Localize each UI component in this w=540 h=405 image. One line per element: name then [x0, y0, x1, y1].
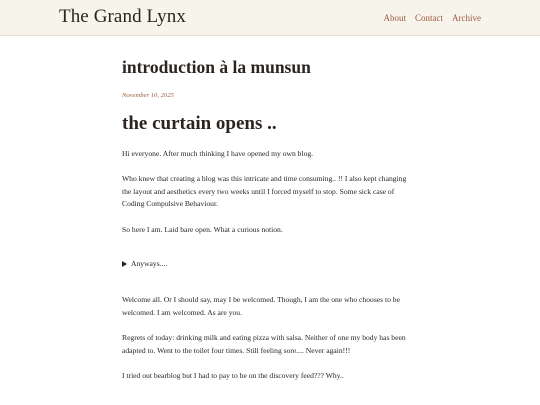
nav-link-contact[interactable]: Contact: [415, 13, 443, 23]
nav-link-about[interactable]: About: [383, 13, 406, 23]
details-summary: Anyways....: [131, 259, 168, 269]
post-title: introduction à la munsun: [122, 57, 311, 77]
paragraph: I tried out bearblog but I had to pay to be on the discovery feed??? Why..: [122, 371, 344, 381]
paragraph: Who knew that creating a blog was this intricate and time consuming.. !! I also kept changing the layout and aesthetics every two weeks until I forced myself to stop. Some sick case of Coding Compulsive Behaviour.: [122, 174, 407, 209]
details-toggle[interactable]: [122, 259, 407, 268]
post-date: November 10, 2025: [122, 92, 174, 99]
disclosure-triangle-icon: [122, 261, 127, 267]
paragraph: Welcome all. Or I should say, may I be welcomed. Though, I am the one who chooses to be welcomed. I am welcomed. As are you.: [122, 295, 400, 317]
site-title-link[interactable]: The Grand Lynx: [59, 6, 186, 27]
site-nav: [384, 13, 482, 23]
nav-link-archive[interactable]: Archive: [452, 13, 481, 23]
site-header: [0, 0, 540, 36]
section-heading: the curtain opens ..: [122, 113, 277, 134]
post-content: [122, 57, 407, 383]
paragraph: Hi everyone. After much thinking I have opened my own blog.: [122, 148, 314, 158]
paragraph: So here I am. Laid bare open. What a curious notion.: [122, 224, 283, 234]
paragraph: Regrets of today: drinking milk and eating pizza with salsa. Neither of one my body has been adapted to. Went to the toilet four times. Still feeling sore.... Never again!!!: [122, 333, 406, 355]
